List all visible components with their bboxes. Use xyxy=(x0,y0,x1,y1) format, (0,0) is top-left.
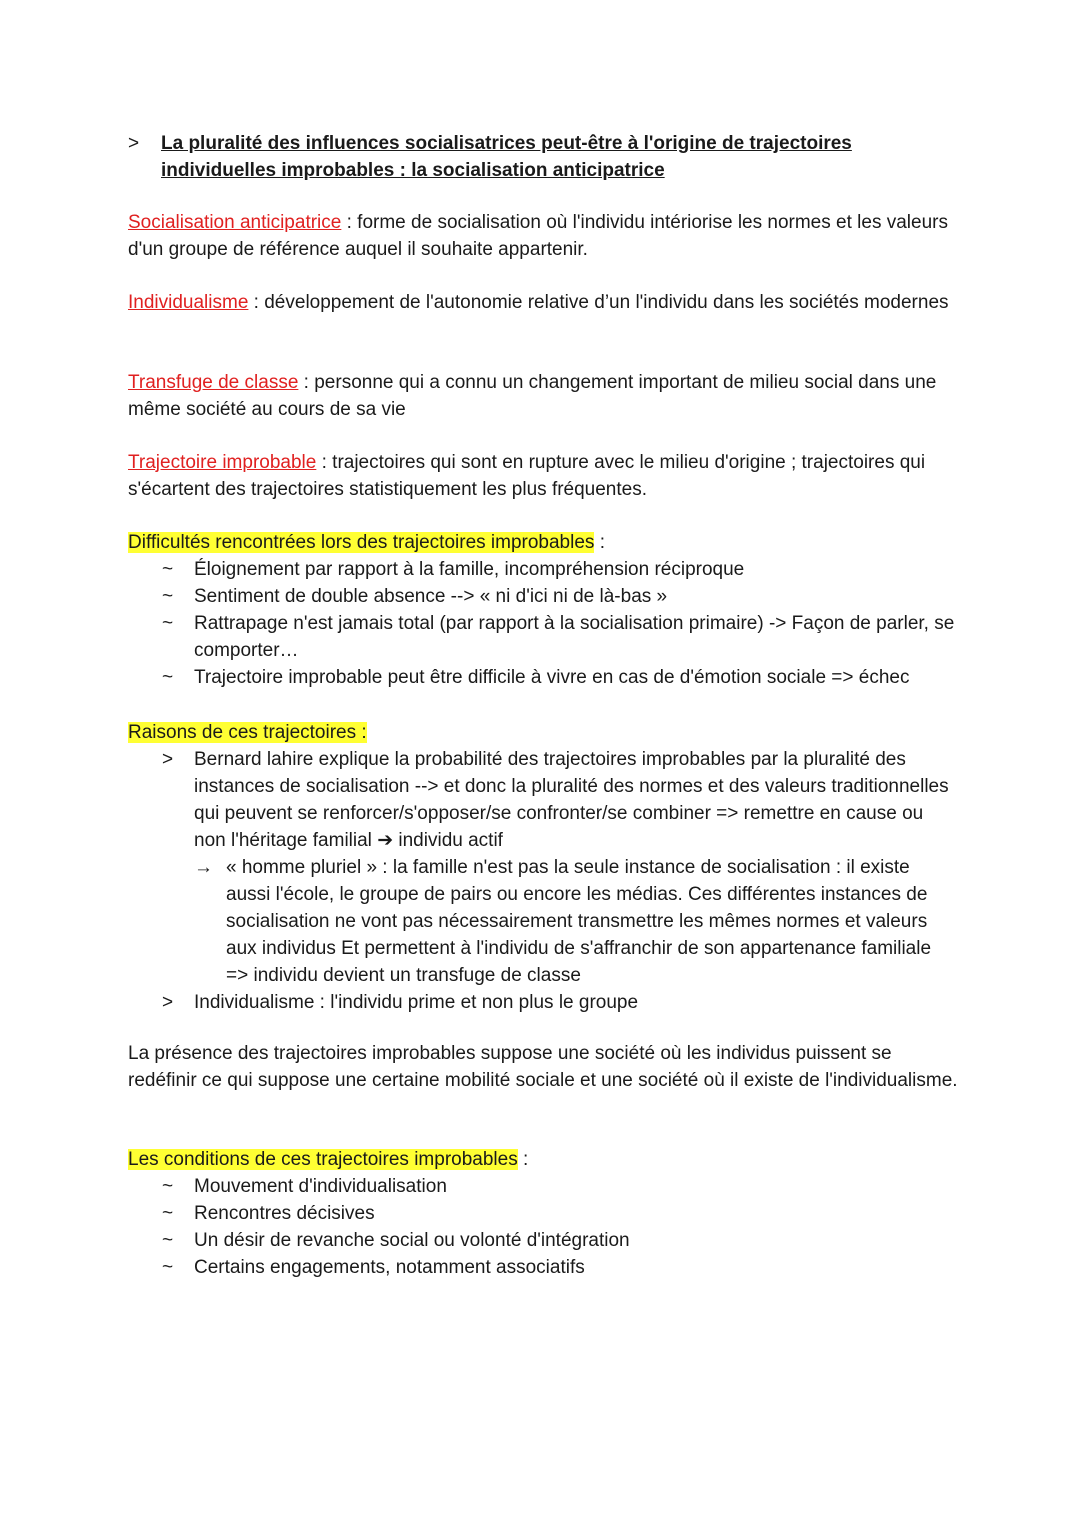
sub-list-item: → « homme pluriel » : la famille n'est pas la seule instance de socialisation : il existe aussi l'école, le groupe de pairs ou encore les médias. Ces différentes instances de socialisation ne vont pas nécessairement transmettre les mêmes normes et valeurs aux individus Et permettent à l'individu de s'affranchir de son appartenance familiale => individu devient un transfuge de classe xyxy=(194,854,958,989)
definition-term: Socialisation anticipatrice xyxy=(128,212,342,233)
list-item: ~ Rattrapage n'est jamais total (par rapport à la socialisation primaire) -> Façon de parler, se comporter… xyxy=(128,610,958,664)
tilde-bullet: ~ xyxy=(162,586,174,607)
difficultes-list xyxy=(128,556,958,691)
definition-text: : forme de socialisation où l'individu intériorise les normes et les valeurs d'un groupe de référence auquel il souhaite appartenir. xyxy=(128,212,948,260)
list-item: ~ Rencontres décisives xyxy=(128,1200,958,1227)
highlighted-title: Difficultés rencontrées lors des trajectoires improbables xyxy=(128,532,595,553)
tilde-bullet: ~ xyxy=(162,1230,174,1251)
highlighted-title: Raisons de ces trajectoires : xyxy=(128,722,367,743)
tilde-bullet: ~ xyxy=(162,1257,174,1278)
tilde-bullet: ~ xyxy=(162,667,174,688)
heading-title: La pluralité des influences socialisatrices peut-être à l'origine de trajectoires individuelles improbables : la socialisation anticipatrice xyxy=(161,133,852,181)
list-item: ~ Mouvement d'individualisation xyxy=(128,1173,958,1200)
heading-marker: > xyxy=(128,133,140,154)
raisons-sublist xyxy=(194,854,958,989)
definition-individualisme xyxy=(128,289,958,316)
definition-text: : trajectoires qui sont en rupture avec le milieu d'origine ; trajectoires qui s'écartent des trajectoires statistiquement les plus fréquentes. xyxy=(128,452,926,500)
tilde-bullet: ~ xyxy=(162,613,174,634)
arrow-icon: ➔ xyxy=(377,830,394,851)
list-item: > Bernard lahire explique la probabilité des trajectoires improbables par la pluralité des instances de socialisation --> et donc la pluralité des normes et des valeurs traditionnelles qui peuvent se renforcer/s'opposer/se confronter/se combiner => remettre en cause ou non l'héritage familial ➔ individu actif → « homme pluriel » : la famille n'est pas la seule instance de socialisation : il existe aussi l'école, le groupe de pairs ou encore les médias. Ces différentes instances de socialisation ne vont pas nécessairement transmettre les mêmes normes et valeurs aux individus Et permettent à l'individu de s'affranchir de son appartenance familiale => individu devient un transfuge de classe xyxy=(128,746,958,989)
definition-socialisation-anticipatrice xyxy=(128,209,958,263)
definition-trajectoire-improbable xyxy=(128,449,958,503)
title-suffix: : xyxy=(594,532,605,553)
summary-paragraph: La présence des trajectoires improbables suppose une société où les individus puissent se redéfinir ce qui suppose une certaine mobilité sociale et une société où il existe de l'individualisme. xyxy=(128,1043,958,1091)
definition-transfuge-de-classe xyxy=(128,369,958,423)
chevron-bullet: > xyxy=(162,992,174,1013)
tilde-bullet: ~ xyxy=(162,1176,174,1197)
definition-term: Individualisme xyxy=(128,292,249,313)
tilde-bullet: ~ xyxy=(162,1203,174,1224)
definition-text: : personne qui a connu un changement important de milieu social dans une même société au cours de sa vie xyxy=(128,372,937,420)
list-item: ~ Trajectoire improbable peut être difficile à vivre en cas de d'émotion sociale => échec xyxy=(128,664,958,691)
list-item: ~ Éloignement par rapport à la famille, incompréhension réciproque xyxy=(128,556,958,583)
definition-text: : développement de l'autonomie relative d’un l'individu dans les sociétés modernes xyxy=(248,292,949,313)
raisons-heading xyxy=(128,719,958,746)
title-suffix: : xyxy=(517,1149,529,1170)
definition-term: Trajectoire improbable xyxy=(128,452,317,473)
tilde-bullet: ~ xyxy=(162,559,174,580)
conditions-list xyxy=(128,1173,958,1281)
difficultes-heading xyxy=(128,529,958,556)
list-item: ~ Sentiment de double absence --> « ni d'ici ni de là-bas » xyxy=(128,583,958,610)
definition-term: Transfuge de classe xyxy=(128,372,299,393)
list-item: ~ Un désir de revanche social ou volonté d'intégration xyxy=(128,1227,958,1254)
highlighted-title: Les conditions de ces trajectoires improbables xyxy=(128,1149,518,1170)
list-item: > Individualisme : l'individu prime et non plus le groupe xyxy=(128,989,958,1016)
arrow-bullet: → xyxy=(194,857,213,878)
raisons-list xyxy=(128,746,958,1016)
list-item: ~ Certains engagements, notamment associatifs xyxy=(128,1254,958,1281)
conditions-heading xyxy=(128,1146,958,1173)
chevron-bullet: > xyxy=(162,749,174,770)
